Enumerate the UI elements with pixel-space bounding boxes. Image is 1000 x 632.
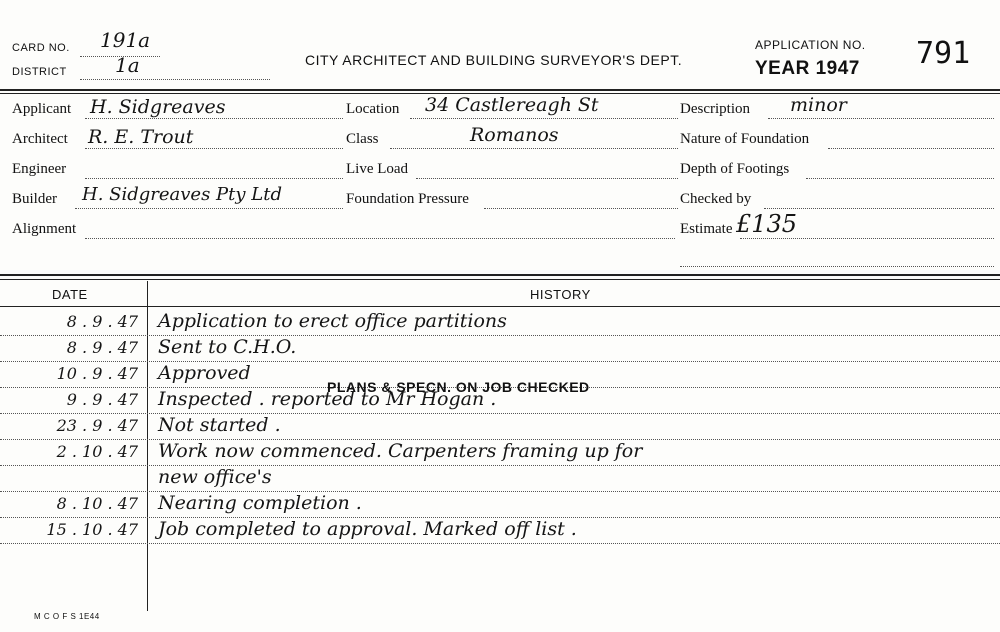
- description-value: minor: [790, 94, 847, 116]
- history-entry: new office's: [158, 466, 272, 488]
- builder-value: H. Sidgreaves Pty Ltd: [82, 184, 282, 205]
- history-entry: Not started .: [158, 414, 281, 436]
- estimate-label: Estimate: [680, 221, 733, 237]
- description-label: Description: [680, 101, 750, 117]
- year-label: YEAR 1947: [755, 58, 860, 79]
- history-column-header: HISTORY: [530, 287, 591, 302]
- application-no-label: APPLICATION NO.: [755, 38, 866, 52]
- ruled-line: [0, 335, 1000, 336]
- engineer-label: Engineer: [12, 161, 67, 177]
- history-entry: Approved: [158, 362, 251, 384]
- checked-by-label: Checked by: [680, 191, 752, 207]
- history-date: 10 . 9 . 47: [56, 364, 138, 383]
- history-date: 23 . 9 . 47: [56, 416, 138, 435]
- form-code: M C O F S 1E44: [34, 612, 100, 621]
- history-entry: Application to erect office partitions: [158, 310, 507, 332]
- history-entry: Sent to C.H.O.: [158, 336, 297, 358]
- live-load-label: Live Load: [346, 161, 409, 177]
- application-no-value: 791: [916, 36, 971, 71]
- estimate-value: £135: [736, 210, 798, 238]
- district-value: 1a: [115, 53, 140, 77]
- architect-value: R. E. Trout: [88, 126, 194, 148]
- builder-label: Builder: [12, 191, 57, 207]
- ruled-line: [0, 491, 1000, 492]
- location-value: 34 Castlereagh St: [425, 94, 599, 116]
- alignment-label: Alignment: [12, 221, 77, 237]
- applicant-label: Applicant: [12, 101, 72, 117]
- district-label: DISTRICT: [12, 66, 67, 78]
- date-column-header: DATE: [52, 287, 88, 302]
- history-entry: Work now commenced. Carpenters framing up for: [158, 440, 643, 462]
- history-date: 15 . 10 . 47: [46, 520, 138, 539]
- nature-of-foundation-label: Nature of Foundation: [680, 131, 810, 147]
- class-value: Romanos: [470, 124, 559, 146]
- department-title: CITY ARCHITECT AND BUILDING SURVEYOR'S DEPT.: [305, 52, 683, 68]
- history-date: 8 . 9 . 47: [66, 338, 138, 357]
- history-date: 8 . 10 . 47: [56, 494, 138, 513]
- history-date: 8 . 9 . 47: [66, 312, 138, 331]
- history-date: 9 . 9 . 47: [66, 390, 138, 409]
- ruled-line: [0, 361, 1000, 362]
- history-entry: Inspected . reported to Mr Hogan .: [158, 388, 497, 410]
- history-date: 2 . 10 . 47: [56, 442, 138, 461]
- depth-of-footings-label: Depth of Footings: [680, 161, 790, 177]
- architect-label: Architect: [12, 131, 68, 147]
- applicant-value: H. Sidgreaves: [90, 96, 226, 118]
- location-label: Location: [346, 101, 400, 117]
- history-entry: Nearing completion .: [158, 492, 362, 514]
- ruled-line: [0, 543, 1000, 544]
- ruled-line: [0, 413, 1000, 414]
- card-no-label: CARD NO.: [12, 42, 70, 54]
- history-entry: Job completed to approval. Marked off list .: [158, 518, 577, 540]
- card-no-value: 191a: [100, 28, 151, 52]
- class-label: Class: [346, 131, 379, 147]
- ruled-line: [0, 465, 1000, 466]
- foundation-pressure-label: Foundation Pressure: [346, 191, 469, 207]
- plans-checked-stamp: PLANS & SPECN. ON JOB CHECKED: [327, 379, 590, 395]
